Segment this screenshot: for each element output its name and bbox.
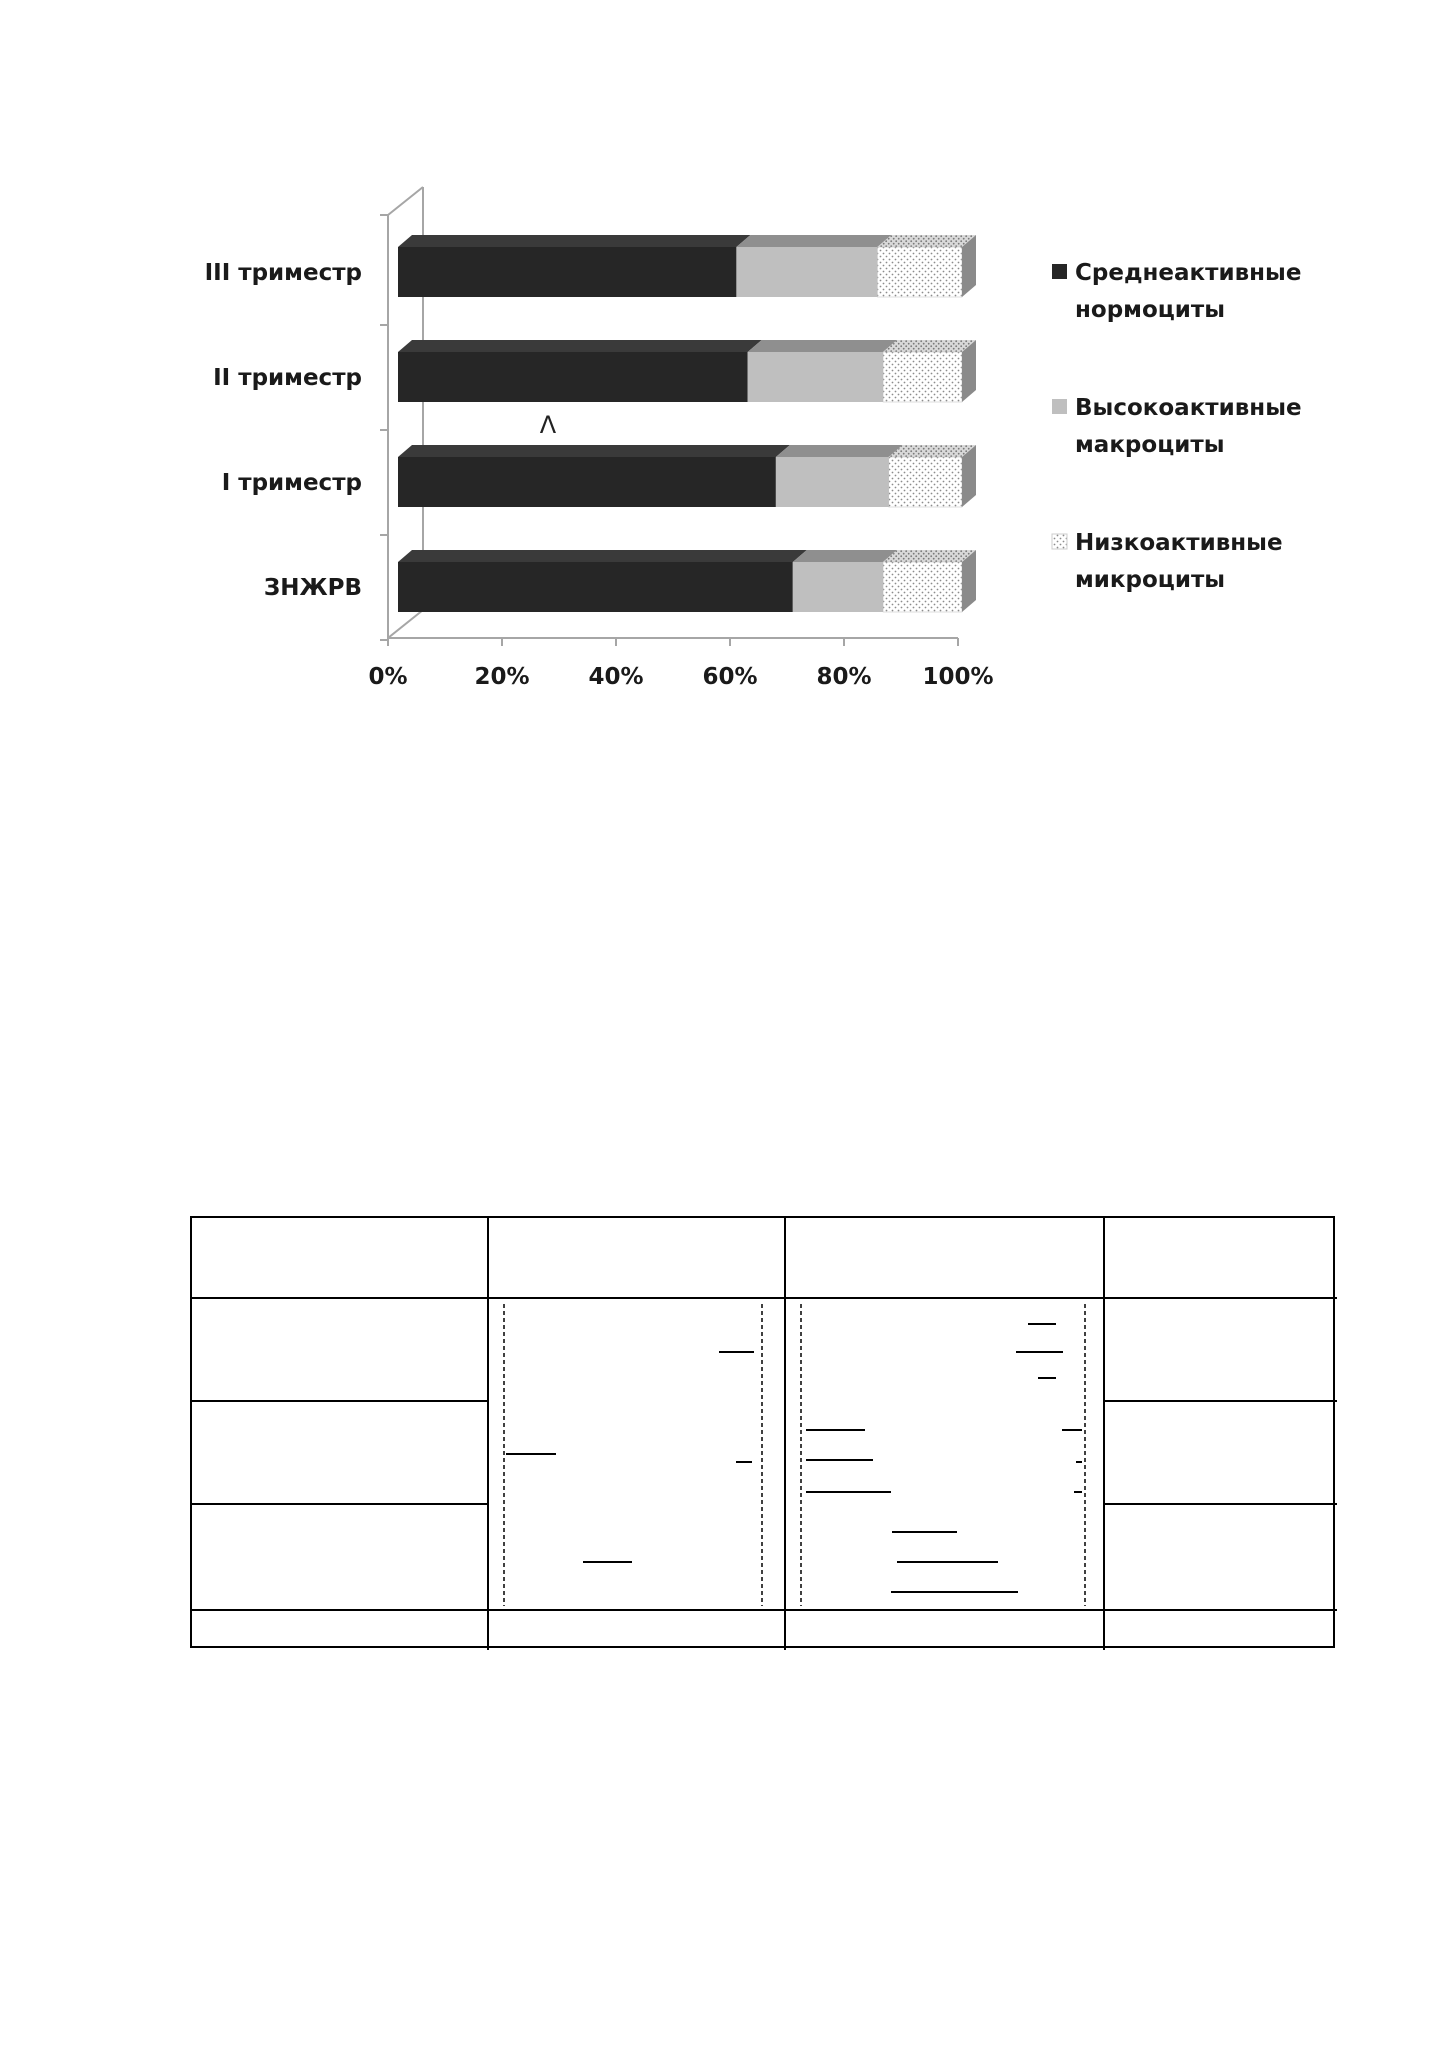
x-tick-label: 100% [922, 664, 994, 690]
category-label: II триместр [213, 365, 362, 391]
bar-segment [736, 247, 877, 297]
legend-label-line1: Низкоактивные [1075, 530, 1283, 556]
legend-label-line2: нормоциты [1075, 297, 1226, 323]
bar-segment-top [793, 550, 897, 562]
bar-segment [776, 457, 889, 507]
bar-segment [889, 457, 962, 507]
wall-bottom-edge [388, 610, 423, 638]
bar-segment [398, 352, 748, 402]
timeline-table-grid [192, 1218, 1337, 1650]
x-tick-label: 80% [816, 664, 872, 690]
bar-segment-top [748, 340, 897, 352]
wall-top-edge [388, 187, 423, 215]
stacked-bar-chart [0, 0, 1449, 760]
category-labels [205, 215, 388, 640]
bar-segment-top [877, 235, 976, 247]
legend-label-line2: микроциты [1075, 567, 1226, 593]
bar-segment [398, 247, 736, 297]
x-tick-label: 20% [474, 664, 530, 690]
bar-segment [883, 352, 962, 402]
bar-segment [793, 562, 883, 612]
bar-segment-top [736, 235, 891, 247]
bar-segment-top [883, 550, 976, 562]
x-tick-label: 0% [368, 664, 408, 690]
chart-annotation: Λ [539, 411, 557, 439]
x-tick-label: 40% [588, 664, 644, 690]
bar-segment [398, 457, 776, 507]
x-axis-ticks [368, 638, 993, 690]
category-label: ЗНЖРВ [263, 575, 362, 601]
legend-label-line2: макроциты [1075, 432, 1225, 458]
bar-segment-top [889, 445, 976, 457]
legend-label-line1: Высокоактивные [1075, 395, 1302, 421]
legend-swatch [1052, 534, 1067, 549]
bar-segment-top [398, 550, 807, 562]
legend-swatch [1052, 399, 1067, 414]
bar-segment-top [398, 340, 762, 352]
bar-segment [877, 247, 962, 297]
legend-swatch [1052, 264, 1067, 279]
bars-layer [398, 235, 976, 612]
timeline-table [190, 1216, 1335, 1648]
x-tick-label: 60% [702, 664, 758, 690]
legend-label-line1: Среднеактивные [1075, 260, 1302, 286]
bar-segment [748, 352, 883, 402]
bar-segment-top [398, 235, 750, 247]
legend [1052, 260, 1302, 593]
category-label: I триместр [221, 470, 362, 496]
bar-segment [398, 562, 793, 612]
bar-segment-top [398, 445, 790, 457]
bar-segment-top [883, 340, 976, 352]
bar-segment-top [776, 445, 903, 457]
bar-segment [883, 562, 962, 612]
category-label: III триместр [204, 260, 362, 286]
